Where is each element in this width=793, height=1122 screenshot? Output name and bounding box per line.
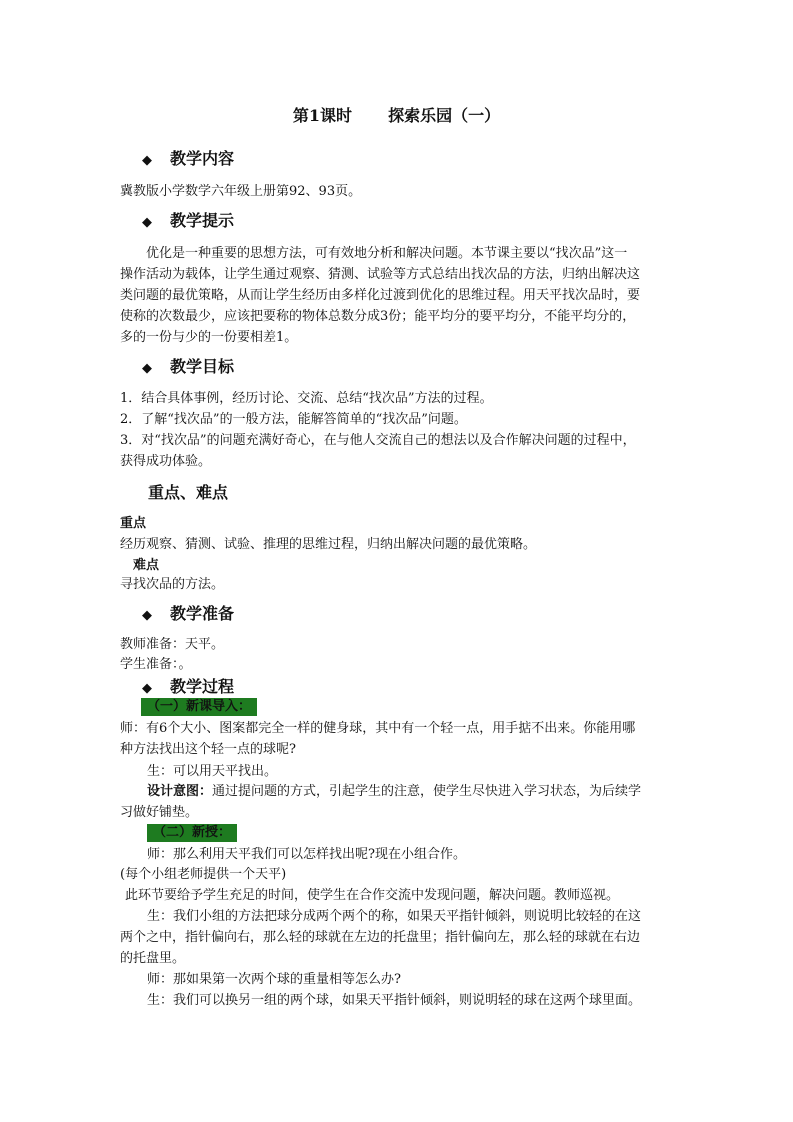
tips-line: 操作活动为载体，让学生通过观察、猜测、试验等方式总结出找次品的方法，归纳出解决这 xyxy=(120,267,641,282)
heading-tips: ◆ 教学提示 xyxy=(142,209,234,235)
dialogue-line: 两个之中，指针偏向右，那么轻的球就在左边的托盘里；指针偏向左，那么轻的球就在右边 xyxy=(120,930,641,945)
key-label: 重点 xyxy=(120,516,147,531)
diamond-bullet-icon: ◆ xyxy=(142,681,152,696)
note-line: 此环节要给予学生充足的时间，使学生在合作交流中发现问题，解决问题。教师巡视。 xyxy=(125,888,620,903)
tips-line: 使称的次数最少，应该把要称的物体总数分成3份；能平均分的要平均分，不能平均分的， xyxy=(120,309,636,324)
tips-line: 类问题的最优策略，从而让学生经历由多样化过渡到优化的思维过程。用天平找次品时，要 xyxy=(120,288,641,303)
diamond-bullet-icon: ◆ xyxy=(142,215,152,230)
dialogue-line: 生：可以用天平找出。 xyxy=(147,764,278,779)
dialogue-line: 师：那如果第一次两个球的重量相等怎么办? xyxy=(147,972,401,987)
dialogue-line: 师：有6个大小、图案都完全一样的健身球，其中有一个轻一点，用手掂不出来。你能用哪 xyxy=(120,721,636,736)
lesson-title xyxy=(0,104,793,128)
goal-item: 获得成功体验。 xyxy=(120,454,212,469)
dialogue-line: 的托盘里。 xyxy=(120,951,186,966)
content-text: 冀教版小学数学六年级上册第92、93页。 xyxy=(120,184,362,199)
note-line: (每个小组老师提供一个天平) xyxy=(120,867,287,882)
goal-item: 3．对“找次品”的问题充满好奇心，在与他人交流自己的想法以及合作解决问题的过程中， xyxy=(120,433,636,448)
design-intent: 设计意图：通过提问题的方式，引起学生的注意，使学生尽快进入学习状态，为后续学 xyxy=(147,784,642,799)
design-intent-cont: 习做好铺垫。 xyxy=(120,805,199,820)
lesson-name: 探索乐园（一） xyxy=(388,106,501,125)
heading-prep: ◆ 教学准备 xyxy=(142,602,234,628)
section-tag-intro: （一）新课导入： xyxy=(141,697,257,717)
dialogue-line: 种方法找出这个轻一点的球呢? xyxy=(120,742,296,757)
dialogue-line: 生：我们小组的方法把球分成两个两个的称，如果天平指针倾斜，则说明比较轻的在这 xyxy=(147,909,642,924)
diamond-bullet-icon: ◆ xyxy=(142,153,152,168)
heading-process: ◆ 教学过程 xyxy=(142,675,234,701)
student-prep: 学生准备：。 xyxy=(120,657,192,672)
tips-line: 优化是一种重要的思想方法，可有效地分析和解决问题。本节课主要以“找次品”这一 xyxy=(146,246,628,261)
tips-line: 多的一份与少的一份要相差1。 xyxy=(120,330,298,345)
dialogue-line: 生：我们可以换另一组的两个球，如果天平指针倾斜，则说明轻的球在这两个球里面。 xyxy=(147,993,642,1008)
hard-text: 寻找次品的方法。 xyxy=(120,577,225,592)
design-label: 设计意图： xyxy=(147,784,213,799)
heading-goals: ◆ 教学目标 xyxy=(142,355,234,381)
key-text: 经历观察、猜测、试验、推理的思维过程，归纳出解决问题的最优策略。 xyxy=(120,537,537,552)
diamond-bullet-icon: ◆ xyxy=(142,361,152,376)
section-tag-new: （二）新授： xyxy=(147,823,237,843)
diamond-bullet-icon: ◆ xyxy=(142,608,152,623)
lesson-number: 第1课时 xyxy=(292,106,353,125)
goal-item: 1．结合具体事例，经历讨论、交流、总结“找次品”方法的过程。 xyxy=(120,391,493,406)
dialogue-line: 师：那么利用天平我们可以怎样找出呢?现在小组合作。 xyxy=(147,847,466,862)
hard-label: 难点 xyxy=(133,558,160,573)
goal-item: 2．了解“找次品”的一般方法，能解答简单的“找次品”问题。 xyxy=(120,412,467,427)
heading-content: ◆ 教学内容 xyxy=(142,147,234,173)
heading-keypoints: 重点、难点 xyxy=(148,483,229,502)
teacher-prep: 教师准备：天平。 xyxy=(120,637,225,652)
